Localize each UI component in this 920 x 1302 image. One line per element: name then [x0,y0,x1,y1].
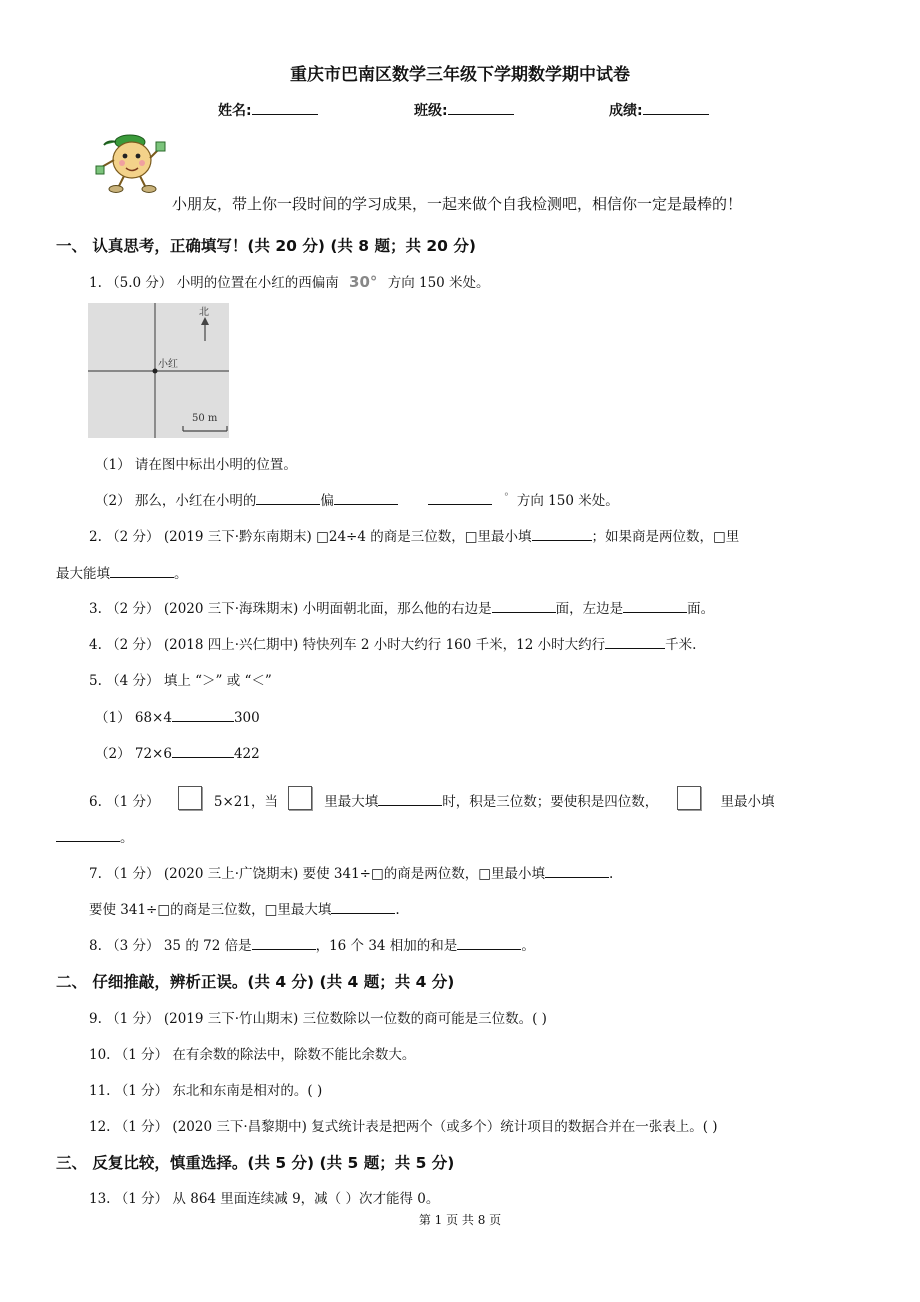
q5-sub1-b: 300 [233,710,260,726]
direction-figure[interactable] [88,303,229,438]
name-label: 姓名: [218,103,252,119]
q7-blank-2[interactable] [331,899,395,914]
section-title-3: 三、 反复比较，慎重选择。(共 5 分) (共 5 题；共 5 分) [56,1154,455,1172]
score-field[interactable] [609,100,709,120]
q3-text-c: 面。 [687,601,715,617]
question-7 [89,862,613,882]
question-9: 9. （1 分） (2019 三下·竹山期末) 三位数除以一位数的商可能是三位数。( ) [89,1011,547,1027]
q2-blank-2[interactable] [110,563,174,578]
q8-text-b: ，16 个 34 相加的和是 [315,938,458,954]
xiaohong-point [153,369,158,374]
q2-blank-1[interactable] [532,526,592,541]
q7-blank-1[interactable] [545,863,609,878]
question-5: 5. （4 分） 填上 “＞” 或 “＜” [89,673,272,689]
q1-sub1: （1） 请在图中标出小明的位置。 [95,457,297,473]
q6-blank-1[interactable] [378,791,442,806]
q6-text-a: 6. （1 分） [89,794,160,810]
q7-text-c: 要使 341÷□的商是三位数，□里最大填 [89,902,332,918]
q1-text: 1. （5.0 分） 小明的位置在小红的西偏南 [89,275,339,291]
q5-sub2 [95,742,260,762]
square-box-icon [178,786,202,810]
q1-angle: 30° [349,273,378,291]
q2-text-b: ；如果商是两位数，□里 [591,529,740,545]
name-blank[interactable] [252,100,318,115]
question-2 [89,525,739,545]
q5-blank-2[interactable] [172,743,234,758]
q1-sub2-text-b: 偏 [320,493,334,509]
q8-text-c: 。 [521,938,535,954]
q2-text-c: 最大能填 [56,566,110,582]
question-4 [89,633,696,653]
page-footer: 第 1 页 共 8 页 [418,1213,502,1227]
question-3 [89,597,714,617]
q8-text-a: 8. （3 分） 35 的 72 倍是 [89,938,252,954]
q1-sub2 [95,489,619,509]
page-title: 重庆市巴南区数学三年级下学期数学期中试卷 [290,65,630,85]
q5-sub1 [95,706,260,726]
q7-text-d: . [395,902,400,918]
class-label: 班级: [414,103,448,119]
q3-text-a: 3. （2 分） (2020 三下·海珠期末) 小明面朝北面，那么他的右边是 [89,601,492,617]
q6-text-f: 。 [120,830,134,846]
q5-sub2-a: （2） 72×6 [95,746,172,762]
q7-text-b: . [609,866,614,882]
q3-text-b: 面，左边是 [555,601,624,617]
q1-blank-1[interactable] [256,490,320,505]
square-box-icon [677,786,701,810]
q5-sub2-b: 422 [233,746,260,762]
q3-blank-2[interactable] [623,598,687,613]
q3-blank-1[interactable] [492,598,556,613]
question-13: 13. （1 分） 从 864 里面连续减 9，减（ ）次才能得 0。 [89,1191,440,1207]
q4-text-a: 4. （2 分） (2018 四上·兴仁期中) 特快列车 2 小时大约行 160 千米，12 小时大约行 [89,637,606,653]
square-box-icon [288,786,312,810]
score-blank[interactable] [643,100,709,115]
q6-text-c: 里最大填 [324,794,379,810]
class-blank[interactable] [448,100,514,115]
question-10: 10. （1 分） 在有余数的除法中，除数不能比余数大。 [89,1047,416,1063]
q1-blank-3[interactable] [428,490,492,505]
q1-sub2-text-c: 方向 150 米处。 [516,493,619,509]
question-6-line2 [56,826,134,846]
q6-text-d: 时，积是三位数；要使积是四位数， [442,794,659,810]
question-2-line2 [56,562,188,582]
north-label: 北 [199,307,209,318]
q1-tail: 方向 150 米处。 [387,275,490,291]
encouragement-text: 小朋友，带上你一段时间的学习成果，一起来做个自我检测吧，相信你一定是最棒的！ [172,195,743,213]
section-title-1: 一、 认真思考，正确填写！(共 20 分) (共 8 题；共 20 分) [56,237,476,255]
xiaohong-label: 小红 [158,359,178,370]
q1-sub2-text: （2） 那么，小红在小明的 [95,493,257,509]
q5-blank-1[interactable] [172,707,234,722]
scale-label: 50 m [192,413,218,424]
question-7-line2 [89,898,400,918]
q7-text-a: 7. （1 分） (2020 三上·广饶期末) 要使 341÷□的商是两位数，□里最小填 [89,866,545,882]
q1-blank-2[interactable] [334,490,398,505]
q4-text-b: 千米. [665,637,697,653]
q4-blank[interactable] [605,634,665,649]
q6-text-b: 5×21，当 [213,794,278,810]
question-1 [89,271,490,291]
question-11: 11. （1 分） 东北和东南是相对的。( ) [89,1083,323,1099]
q8-blank-2[interactable] [457,935,521,950]
q2-text-a: 2. （2 分） (2019 三下·黔东南期末) □24÷4 的商是三位数，□里最小填 [89,529,532,545]
q8-blank-1[interactable] [252,935,316,950]
name-field[interactable] [218,100,318,120]
q6-text-e: 里最小填 [720,794,775,810]
q2-text-d: 。 [174,566,188,582]
mascot-icon [94,128,168,194]
score-label: 成绩: [609,103,643,119]
q6-blank-2[interactable] [56,827,120,842]
section-title-2: 二、 仔细推敲，辨析正误。(共 4 分) (共 4 题；共 4 分) [56,973,455,991]
question-12: 12. （1 分） (2020 三下·昌黎期中) 复式统计表是把两个（或多个）统计项目的数据合并在一张表上。( ) [89,1119,718,1135]
question-8 [89,934,535,954]
q5-sub1-a: （1） 68×4 [95,710,172,726]
class-field[interactable] [414,100,514,120]
question-6 [89,786,775,810]
q1-deg: ° [503,492,509,503]
